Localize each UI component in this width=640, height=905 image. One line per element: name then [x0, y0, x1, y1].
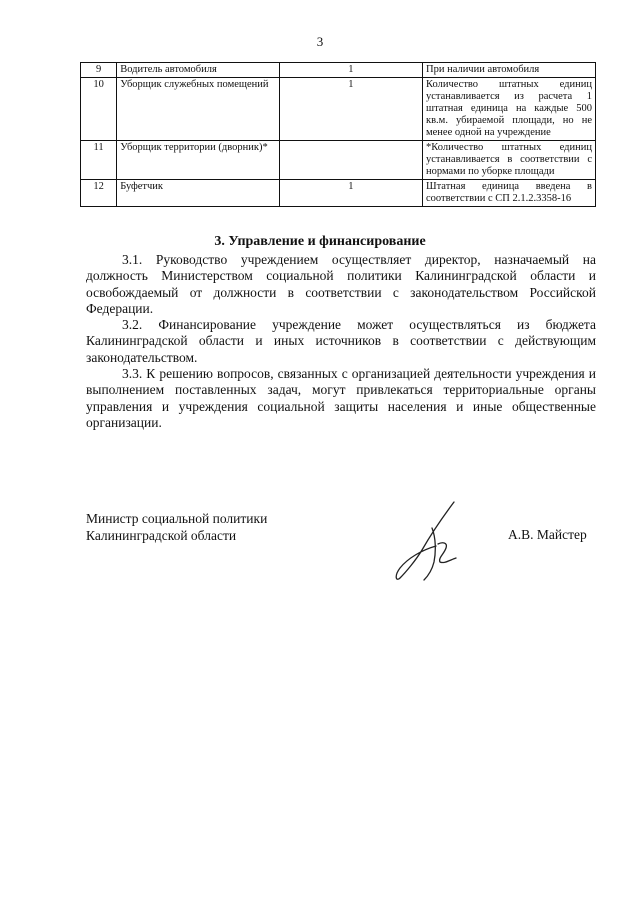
row-position: Уборщик служебных помещений [117, 78, 280, 141]
paragraph: 3.2. Финансирование учреждение может осуществляться из бюджета Калининградской области и иных источников в соответствии с действующим законодательством. [86, 317, 596, 365]
row-number: 10 [81, 78, 117, 141]
signatory-title-line: Министр социальной политики [86, 511, 268, 526]
section-body [86, 252, 596, 431]
paragraph: 3.3. К решению вопросов, связанных с организацией деятельности учреждения и выполнением поставленных задач, могут привлекаться территориальные органы управления и учреждения социальной защиты населения и иные общественные организации. [86, 366, 596, 430]
row-position: Буфетчик [117, 180, 280, 207]
page-number: 3 [316, 34, 324, 49]
section-title: 3. Управление и финансирование [214, 234, 426, 249]
row-position: Водитель автомобиля [117, 63, 280, 78]
signatory-title [86, 510, 267, 544]
row-quantity: 1 [279, 78, 422, 141]
row-quantity [279, 141, 422, 180]
signatory-title-line: Калининградской области [86, 528, 237, 543]
row-quantity: 1 [279, 63, 422, 78]
signatory-name: А.В. Майстер [508, 527, 587, 542]
table-row [81, 180, 596, 207]
paragraph: 3.1. Руководство учреждением осуществляет директор, назначаемый на должность Министерством социальной политики Калининградской области и освобождаемый от должности в соответствии с законодательством Российской Федерации. [86, 252, 596, 316]
table-row [81, 141, 596, 180]
row-number: 11 [81, 141, 117, 180]
staff-table [80, 62, 596, 207]
row-note: Штатная единица введена в соответствии с СП 2.1.2.3358-16 [423, 180, 596, 207]
handwritten-signature [392, 498, 472, 588]
row-number: 12 [81, 180, 117, 207]
table-row [81, 63, 596, 78]
table-row [81, 78, 596, 141]
row-note: При наличии автомобиля [423, 63, 596, 78]
row-number: 9 [81, 63, 117, 78]
row-quantity: 1 [279, 180, 422, 207]
row-note: Количество штатных единиц устанавливается из расчета 1 штатная единица на каждые 500 кв.м. убираемой площади, но не менее одной на учреждение [423, 78, 596, 141]
row-position: Уборщик территории (дворник)* [117, 141, 280, 180]
row-note: *Количество штатных единиц устанавливается в соответствии с нормами по уборке площади [423, 141, 596, 180]
